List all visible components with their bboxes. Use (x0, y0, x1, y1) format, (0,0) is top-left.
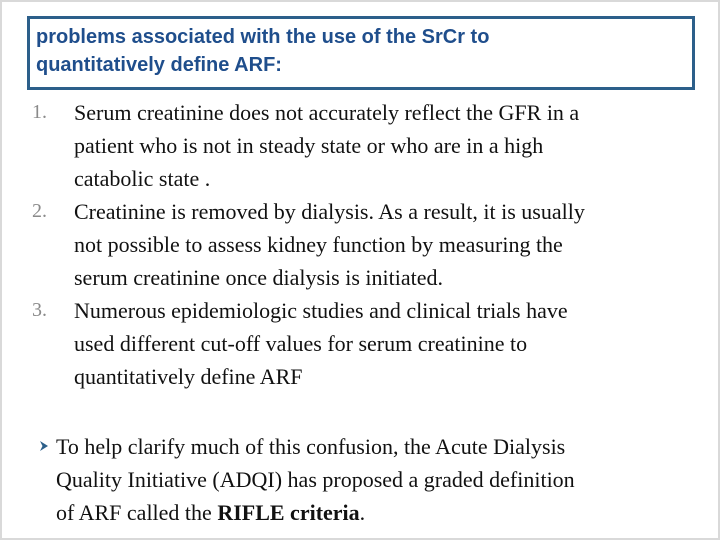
list-item-line: quantitatively define ARF (74, 364, 303, 389)
bullet-paragraph (38, 430, 698, 529)
list-item (32, 294, 692, 393)
list-item-line: used different cut-off values for serum creatinine to (74, 331, 528, 356)
bullet-line-3 (38, 496, 698, 529)
bullet-line-2: Quality Initiative (ADQI) has proposed a graded definition (56, 467, 575, 492)
bullet-text-suffix: . (359, 500, 366, 525)
list-item (32, 96, 692, 195)
list-item-line: Serum creatinine does not accurately reflect the GFR in a (74, 100, 580, 125)
rifle-criteria-term: RIFLE criteria (217, 500, 360, 525)
list-item-line: catabolic state . (74, 166, 211, 191)
list-item (32, 195, 692, 294)
bullet-arrow-icon (38, 440, 50, 452)
title-line-1: problems associated with the use of the SrCr to (36, 26, 490, 48)
list-item-line: serum creatinine once dialysis is initiated. (74, 265, 444, 290)
list-item-line: Numerous epidemiologic studies and clinical trials have (74, 298, 568, 323)
title-line-2: quantitatively define ARF: (36, 54, 282, 76)
list-number: 3. (32, 299, 47, 321)
slide-title-box (27, 16, 695, 90)
bullet-text-prefix: of ARF called the (56, 500, 218, 525)
bullet-line-1 (38, 430, 698, 463)
list-item-line: Creatinine is removed by dialysis. As a result, it is usually (74, 199, 585, 224)
list-item-line: not possible to assess kidney function by measuring the (74, 232, 563, 257)
list-number: 2. (32, 200, 47, 222)
list-number: 1. (32, 101, 47, 123)
numbered-list (32, 96, 692, 393)
bullet-text-line-1: To help clarify much of this confusion, the Acute Dialysis (56, 434, 566, 459)
list-item-line: patient who is not in steady state or who are in a high (74, 133, 544, 158)
